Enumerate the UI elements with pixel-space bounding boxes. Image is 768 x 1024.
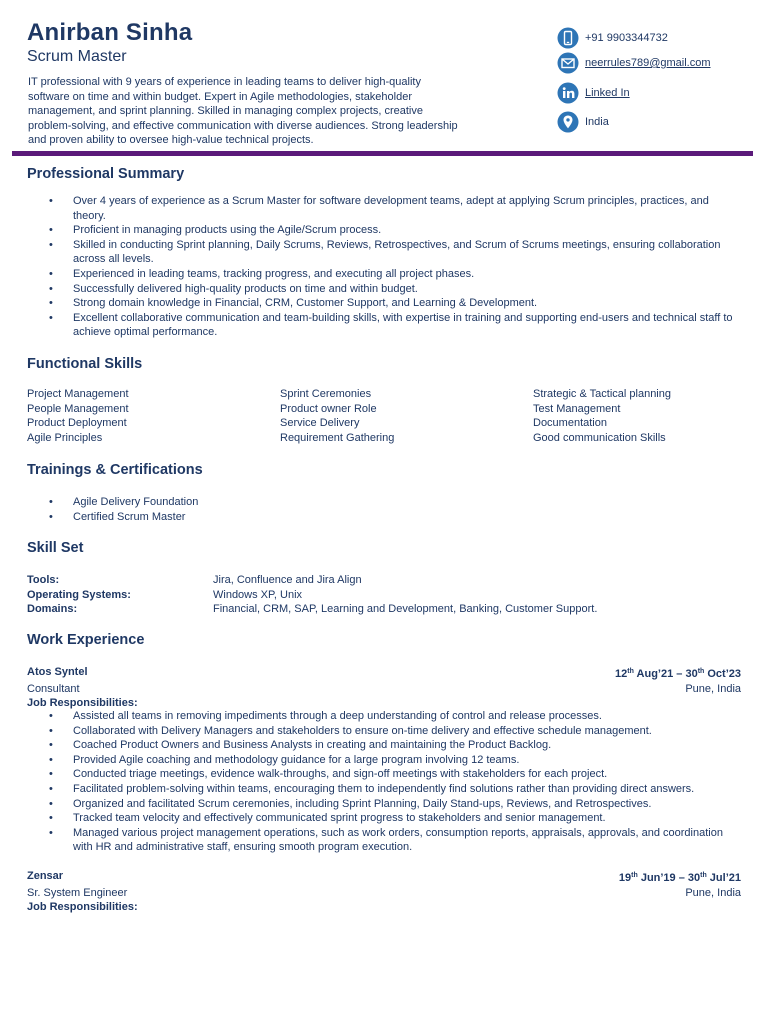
skill-set-value: Windows XP, Unix [213, 588, 303, 601]
skill-set-value: Financial, CRM, SAP, Learning and Development, Banking, Customer Support. [213, 603, 598, 616]
list-item: • Coached Product Owners and Business Analysts in creating and maintaining the Product Backlog. [27, 738, 741, 753]
job-responsibilities-label: Job Responsibilities: [27, 901, 138, 914]
skill-set-row [27, 602, 597, 617]
list-item: • Provided Agile coaching and methodology guidance for a large program involving 12 teams. [27, 753, 741, 768]
job-position: Consultant [27, 682, 80, 695]
list-item: • Conducted triage meetings, evidence walk-throughs, and sign-off meetings with stakeholders for each project. [27, 767, 741, 782]
section-title-summary: Professional Summary [27, 166, 185, 182]
candidate-role: Scrum Master [27, 48, 127, 65]
skill-set-row [27, 588, 597, 603]
job-location: Pune, India [685, 886, 741, 899]
intro-paragraph: IT professional with 9 years of experience in leading teams to deliver high-quality software on time and within budget. Expert in Agile methodologies, stakeholder management, and sprint planning. Skilled in managing complex projects, creative problem-solving, and effective communication with diverse audiences. Strong leadership and proven ability to oversee high-value technical projects. [28, 76, 458, 147]
list-item: • Strong domain knowledge in Financial, CRM, Customer Support, and Learning & Development. [27, 296, 741, 311]
trainings-list [27, 495, 741, 524]
functional-skills-grid [27, 387, 747, 445]
phone-icon [557, 27, 579, 49]
job-position: Sr. System Engineer [27, 886, 128, 899]
location-text: India [585, 116, 609, 128]
job-company: Atos Syntel [27, 666, 88, 678]
list-item: • Collaborated with Delivery Managers and stakeholders to ensure on-time delivery and effective schedule management. [27, 724, 741, 739]
skill-item: Agile Principles [27, 431, 103, 444]
list-item: • Tracked team velocity and effectively communicated sprint progress to stakeholders and senior management. [27, 811, 741, 826]
job-atos-syntel [27, 665, 741, 711]
list-item: • Excellent collaborative communication and team-building skills, with expertise in training and supporting end-users and technical staff to achieve optimal performance. [27, 311, 741, 340]
list-item: • Organized and facilitated Scrum ceremonies, including Sprint Planning, Daily Stand-ups, Reviews, and Retrospectives. [27, 797, 741, 812]
job-dates: 19th Jun’19 – 30th Jul’21 [618, 872, 741, 884]
skills-column-2 [280, 387, 533, 445]
list-item: • Successfully delivered high-quality products on time and within budget. [27, 282, 741, 297]
skill-set-row [27, 573, 597, 588]
section-title-trainings: Trainings & Certifications [27, 462, 203, 478]
skill-set-key: Operating Systems: [27, 588, 131, 601]
contact-linkedin [557, 82, 630, 104]
list-item: • Certified Scrum Master [27, 510, 741, 525]
skill-set-table [27, 573, 597, 617]
list-item: • Facilitated problem-solving within teams, encouraging them to independently find solutions rather than providing direct answers. [27, 782, 741, 797]
skill-item: Project Management [27, 388, 129, 400]
list-item: • Assisted all teams in removing impediments through a deep understanding of control and release processes. [27, 709, 741, 724]
skill-item: Good communication Skills [533, 431, 666, 444]
contact-email [557, 52, 711, 74]
email-icon [557, 52, 579, 74]
list-item: • Over 4 years of experience as a Scrum Master for software development teams, adept at applying Scrum principles, practices, and theory. [27, 194, 741, 223]
email-link[interactable]: neerrules789@gmail.com [585, 57, 711, 69]
job-zensar [27, 869, 741, 915]
section-title-functional-skills: Functional Skills [27, 356, 143, 372]
header-divider [12, 151, 753, 156]
phone-number: +91 9903344732 [585, 32, 668, 44]
contact-location [557, 111, 609, 133]
skill-item: Product Deployment [27, 417, 127, 430]
skills-column-3 [533, 387, 747, 445]
job-dates: 12th Aug’21 – 30th Oct’23 [615, 668, 741, 680]
skill-item: Service Delivery [280, 417, 360, 430]
skill-item: Documentation [533, 417, 607, 430]
skill-item: Product owner Role [280, 402, 377, 415]
job-responsibilities-label: Job Responsibilities: [27, 697, 138, 710]
skill-item: Test Management [533, 402, 621, 415]
job-company: Zensar [27, 870, 64, 882]
list-item: • Managed various project management operations, such as work orders, consumption reports, appraisals, approvals, and coordination with HR and administrative staff, ensuring smooth program execution. [27, 826, 741, 855]
skill-set-value: Jira, Confluence and Jira Align [213, 574, 362, 586]
skill-item: Requirement Gathering [280, 431, 395, 444]
skill-item: Strategic & Tactical planning [533, 388, 671, 400]
job-location: Pune, India [685, 682, 741, 695]
summary-list [27, 194, 741, 340]
section-title-skill-set: Skill Set [27, 540, 84, 556]
contact-phone [557, 27, 668, 49]
list-item: • Proficient in managing products using the Agile/Scrum process. [27, 223, 741, 238]
linkedin-link[interactable]: Linked In [585, 87, 630, 99]
candidate-name: Anirban Sinha [27, 19, 193, 46]
list-item: • Skilled in conducting Sprint planning, Daily Scrums, Reviews, Retrospectives, and Scrum of Scrums meetings, ensuring collaboration across all levels. [27, 238, 741, 267]
list-item: • Agile Delivery Foundation [27, 495, 741, 510]
skills-column-1 [27, 387, 280, 445]
skill-set-key: Tools: [27, 574, 60, 586]
location-pin-icon [557, 111, 579, 133]
linkedin-icon [557, 82, 579, 104]
skill-item: People Management [27, 402, 129, 415]
section-title-work-experience: Work Experience [27, 632, 145, 648]
skill-item: Sprint Ceremonies [280, 388, 372, 400]
job-responsibilities-list [27, 709, 741, 855]
skill-set-key: Domains: [27, 603, 78, 616]
list-item: • Experienced in leading teams, tracking progress, and executing all project phases. [27, 267, 741, 282]
